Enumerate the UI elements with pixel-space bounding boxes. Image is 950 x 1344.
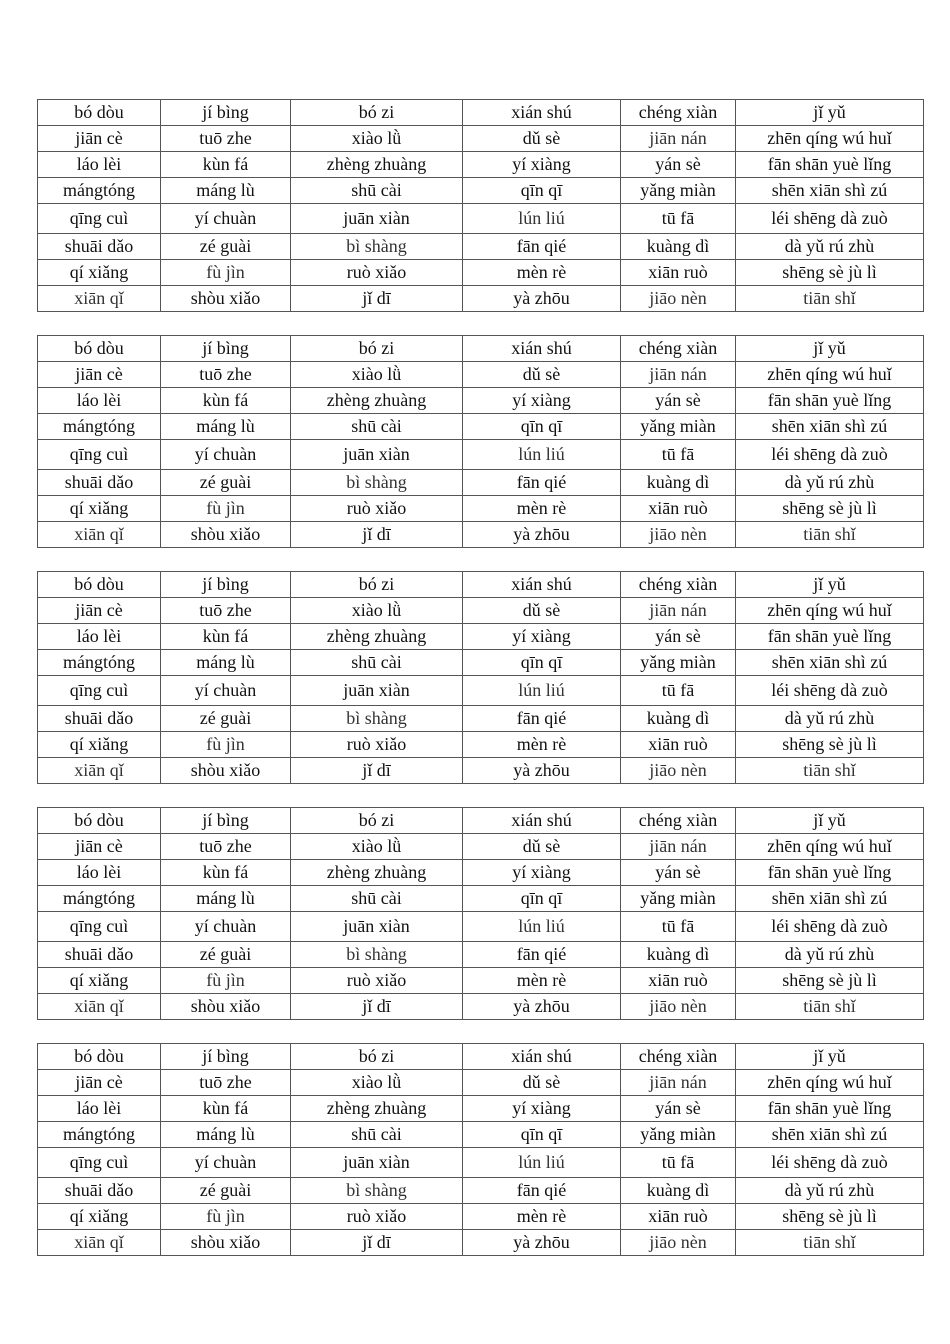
pinyin-cell: qí xiǎng — [38, 968, 161, 994]
pinyin-cell: ruò xiǎo — [291, 732, 463, 758]
pinyin-cell: máng lù — [161, 414, 291, 440]
pinyin-cell: juān xiàn — [291, 204, 463, 234]
pinyin-cell: shēn xiān shì zú — [736, 650, 924, 676]
pinyin-cell: yà zhōu — [463, 1230, 621, 1256]
pinyin-cell: qīng cuì — [38, 676, 161, 706]
pinyin-cell: xián shú — [463, 336, 621, 362]
pinyin-table — [37, 1043, 924, 1256]
table-row — [38, 650, 924, 676]
pinyin-cell: qīng cuì — [38, 912, 161, 942]
pinyin-cell: láo lèi — [38, 1096, 161, 1122]
table-row — [38, 470, 924, 496]
pinyin-cell: jǐ yǔ — [736, 1044, 924, 1070]
pinyin-cell: shēng sè jù lì — [736, 968, 924, 994]
pinyin-cell: shòu xiǎo — [161, 994, 291, 1020]
pinyin-cell: shū cài — [291, 886, 463, 912]
pinyin-cell: máng lù — [161, 886, 291, 912]
pinyin-cell: jiān cè — [38, 1070, 161, 1096]
pinyin-cell: fān qié — [463, 706, 621, 732]
table-row — [38, 336, 924, 362]
pinyin-cell: qí xiǎng — [38, 260, 161, 286]
pinyin-cell: fù jìn — [161, 1204, 291, 1230]
pinyin-cell: tū fā — [621, 912, 736, 942]
pinyin-cell: shēn xiān shì zú — [736, 414, 924, 440]
pinyin-cell: xián shú — [463, 100, 621, 126]
pinyin-cell: jiān nán — [621, 834, 736, 860]
pinyin-cell: jiāo nèn — [621, 522, 736, 548]
table-row — [38, 1148, 924, 1178]
table-row — [38, 994, 924, 1020]
table-row — [38, 100, 924, 126]
pinyin-cell: shòu xiǎo — [161, 758, 291, 784]
pinyin-cell: bó dòu — [38, 808, 161, 834]
pinyin-cell: zé guài — [161, 470, 291, 496]
pinyin-cell: tū fā — [621, 204, 736, 234]
pinyin-cell: yǎng miàn — [621, 650, 736, 676]
pinyin-cell: qí xiǎng — [38, 496, 161, 522]
pinyin-cell: lún liú — [463, 1148, 621, 1178]
pinyin-cell: fān shān yuè lǐng — [736, 1096, 924, 1122]
pinyin-table — [37, 99, 924, 312]
pinyin-cell: yí chuàn — [161, 204, 291, 234]
pinyin-cell: tū fā — [621, 440, 736, 470]
pinyin-cell: yí xiàng — [463, 860, 621, 886]
pinyin-cell: zé guài — [161, 706, 291, 732]
pinyin-cell: zhēn qíng wú huǐ — [736, 126, 924, 152]
pinyin-cell: jǐ yǔ — [736, 572, 924, 598]
pinyin-cell: xiān qǐ — [38, 522, 161, 548]
pinyin-cell: yán sè — [621, 388, 736, 414]
pinyin-cell: yà zhōu — [463, 758, 621, 784]
pinyin-cell: qīng cuì — [38, 204, 161, 234]
pinyin-cell: dà yǔ rú zhù — [736, 234, 924, 260]
pinyin-cell: jiān cè — [38, 834, 161, 860]
pinyin-cell: máng lù — [161, 178, 291, 204]
table-row — [38, 676, 924, 706]
pinyin-cell: lún liú — [463, 204, 621, 234]
pinyin-cell: shū cài — [291, 178, 463, 204]
pinyin-cell: qīn qī — [463, 414, 621, 440]
pinyin-cell: jiāo nèn — [621, 1230, 736, 1256]
pinyin-cell: mángtóng — [38, 1122, 161, 1148]
pinyin-cell: bó dòu — [38, 572, 161, 598]
pinyin-cell: zé guài — [161, 234, 291, 260]
table-row — [38, 706, 924, 732]
pinyin-cell: tū fā — [621, 676, 736, 706]
pinyin-cell: shū cài — [291, 650, 463, 676]
pinyin-cell: zhèng zhuàng — [291, 388, 463, 414]
pinyin-cell: xián shú — [463, 572, 621, 598]
pinyin-cell: yǎng miàn — [621, 1122, 736, 1148]
pinyin-cell: yán sè — [621, 152, 736, 178]
pinyin-table — [37, 335, 924, 548]
pinyin-cell: bó dòu — [38, 336, 161, 362]
pinyin-cell: shēn xiān shì zú — [736, 886, 924, 912]
pinyin-cell: zhèng zhuàng — [291, 152, 463, 178]
pinyin-cell: mèn rè — [463, 968, 621, 994]
pinyin-cell: zhēn qíng wú huǐ — [736, 362, 924, 388]
pinyin-cell: dà yǔ rú zhù — [736, 706, 924, 732]
pinyin-cell: jǐ yǔ — [736, 100, 924, 126]
pinyin-cell: jǐ dī — [291, 994, 463, 1020]
pinyin-cell: lún liú — [463, 440, 621, 470]
pinyin-cell: fān qié — [463, 1178, 621, 1204]
pinyin-cell: xiān ruò — [621, 260, 736, 286]
pinyin-cell: yí xiàng — [463, 388, 621, 414]
pinyin-cell: mèn rè — [463, 496, 621, 522]
pinyin-cell: tuō zhe — [161, 598, 291, 624]
table-row — [38, 1204, 924, 1230]
pinyin-cell: jí bìng — [161, 1044, 291, 1070]
pinyin-cell: yǎng miàn — [621, 178, 736, 204]
pinyin-cell: tuō zhe — [161, 126, 291, 152]
pinyin-cell: yí xiàng — [463, 1096, 621, 1122]
pinyin-cell: shòu xiǎo — [161, 522, 291, 548]
table-row — [38, 732, 924, 758]
pinyin-cell: jiāo nèn — [621, 994, 736, 1020]
pinyin-cell: fù jìn — [161, 260, 291, 286]
pinyin-cell: jí bìng — [161, 336, 291, 362]
pinyin-cell: kuàng dì — [621, 942, 736, 968]
table-row — [38, 496, 924, 522]
pinyin-cell: juān xiàn — [291, 912, 463, 942]
pinyin-cell: dà yǔ rú zhù — [736, 470, 924, 496]
pinyin-cell: ruò xiǎo — [291, 496, 463, 522]
pinyin-cell: tiān shǐ — [736, 286, 924, 312]
pinyin-cell: bó zi — [291, 808, 463, 834]
pinyin-cell: láo lèi — [38, 860, 161, 886]
pinyin-cell: xián shú — [463, 1044, 621, 1070]
pinyin-cell: qīng cuì — [38, 1148, 161, 1178]
pinyin-cell: kuàng dì — [621, 1178, 736, 1204]
pinyin-cell: kuàng dì — [621, 234, 736, 260]
pinyin-cell: mèn rè — [463, 1204, 621, 1230]
pinyin-cell: xiào lǜ — [291, 834, 463, 860]
pinyin-cell: láo lèi — [38, 624, 161, 650]
table-row — [38, 598, 924, 624]
pinyin-cell: zhēn qíng wú huǐ — [736, 598, 924, 624]
pinyin-cell: xiào lǜ — [291, 598, 463, 624]
pinyin-cell: tuō zhe — [161, 1070, 291, 1096]
pinyin-cell: shòu xiǎo — [161, 1230, 291, 1256]
pinyin-cell: jǐ dī — [291, 522, 463, 548]
pinyin-cell: jiān nán — [621, 1070, 736, 1096]
pinyin-cell: xiào lǜ — [291, 1070, 463, 1096]
pinyin-cell: qí xiǎng — [38, 732, 161, 758]
table-row — [38, 126, 924, 152]
table-row — [38, 1070, 924, 1096]
pinyin-cell: léi shēng dà zuò — [736, 1148, 924, 1178]
pinyin-cell: jí bìng — [161, 808, 291, 834]
pinyin-cell: xiān ruò — [621, 732, 736, 758]
pinyin-cell: xiān ruò — [621, 496, 736, 522]
pinyin-cell: yán sè — [621, 860, 736, 886]
pinyin-cell: chéng xiàn — [621, 572, 736, 598]
table-row — [38, 522, 924, 548]
table-row — [38, 968, 924, 994]
pinyin-cell: zé guài — [161, 1178, 291, 1204]
pinyin-cell: mángtóng — [38, 886, 161, 912]
pinyin-cell: fān shān yuè lǐng — [736, 860, 924, 886]
pinyin-cell: kùn fá — [161, 860, 291, 886]
pinyin-cell: zé guài — [161, 942, 291, 968]
pinyin-cell: xiān ruò — [621, 968, 736, 994]
pinyin-cell: chéng xiàn — [621, 336, 736, 362]
table-row — [38, 362, 924, 388]
pinyin-cell: fān shān yuè lǐng — [736, 152, 924, 178]
pinyin-cell: bó zi — [291, 100, 463, 126]
table-row — [38, 178, 924, 204]
pinyin-cell: yí chuàn — [161, 676, 291, 706]
pinyin-cell: mángtóng — [38, 178, 161, 204]
table-row — [38, 886, 924, 912]
pinyin-cell: tuō zhe — [161, 362, 291, 388]
table-row — [38, 860, 924, 886]
pinyin-cell: jǐ yǔ — [736, 808, 924, 834]
pinyin-cell: tiān shǐ — [736, 1230, 924, 1256]
pinyin-cell: qīn qī — [463, 178, 621, 204]
pinyin-cell: láo lèi — [38, 388, 161, 414]
pinyin-cell: qīng cuì — [38, 440, 161, 470]
pinyin-cell: qīn qī — [463, 886, 621, 912]
pinyin-cell: xiān qǐ — [38, 1230, 161, 1256]
pinyin-cell: chéng xiàn — [621, 100, 736, 126]
table-row — [38, 1230, 924, 1256]
pinyin-cell: bì shàng — [291, 470, 463, 496]
pinyin-cell: tiān shǐ — [736, 758, 924, 784]
table-row — [38, 572, 924, 598]
pinyin-cell: lún liú — [463, 676, 621, 706]
pinyin-cell: qí xiǎng — [38, 1204, 161, 1230]
pinyin-cell: ruò xiǎo — [291, 260, 463, 286]
table-row — [38, 912, 924, 942]
pinyin-cell: mángtóng — [38, 414, 161, 440]
pinyin-cell: fān shān yuè lǐng — [736, 388, 924, 414]
pinyin-cell: jǐ yǔ — [736, 336, 924, 362]
pinyin-cell: kuàng dì — [621, 706, 736, 732]
pinyin-cell: yí chuàn — [161, 440, 291, 470]
pinyin-cell: zhēn qíng wú huǐ — [736, 1070, 924, 1096]
pinyin-cell: jiān nán — [621, 362, 736, 388]
pinyin-cell: kùn fá — [161, 1096, 291, 1122]
pinyin-cell: bó zi — [291, 572, 463, 598]
pinyin-cell: jiāo nèn — [621, 286, 736, 312]
pinyin-cell: fān qié — [463, 470, 621, 496]
pinyin-cell: jǐ dī — [291, 286, 463, 312]
pinyin-cell: fù jìn — [161, 732, 291, 758]
pinyin-cell: bó dòu — [38, 1044, 161, 1070]
pinyin-cell: yí chuàn — [161, 1148, 291, 1178]
pinyin-cell: fān qié — [463, 942, 621, 968]
pinyin-cell: ruò xiǎo — [291, 1204, 463, 1230]
pinyin-cell: mèn rè — [463, 260, 621, 286]
pinyin-cell: jiān cè — [38, 126, 161, 152]
pinyin-cell: tuō zhe — [161, 834, 291, 860]
pinyin-cell: fān qié — [463, 234, 621, 260]
pinyin-cell: shuāi dǎo — [38, 234, 161, 260]
table-row — [38, 152, 924, 178]
table-row — [38, 260, 924, 286]
pinyin-cell: jiāo nèn — [621, 758, 736, 784]
pinyin-cell: shuāi dǎo — [38, 942, 161, 968]
pinyin-cell: juān xiàn — [291, 440, 463, 470]
pinyin-cell: zhèng zhuàng — [291, 1096, 463, 1122]
pinyin-cell: yí xiàng — [463, 624, 621, 650]
pinyin-cell: yǎng miàn — [621, 414, 736, 440]
pinyin-cell: kùn fá — [161, 624, 291, 650]
pinyin-cell: juān xiàn — [291, 676, 463, 706]
pinyin-cell: shēn xiān shì zú — [736, 1122, 924, 1148]
pinyin-cell: lún liú — [463, 912, 621, 942]
pinyin-cell: xiān qǐ — [38, 286, 161, 312]
table-row — [38, 204, 924, 234]
pinyin-cell: tiān shǐ — [736, 994, 924, 1020]
pinyin-cell: bì shàng — [291, 1178, 463, 1204]
pinyin-cell: dǔ sè — [463, 126, 621, 152]
table-row — [38, 286, 924, 312]
pinyin-cell: kùn fá — [161, 152, 291, 178]
pinyin-cell: máng lù — [161, 650, 291, 676]
pinyin-cell: bì shàng — [291, 706, 463, 732]
pinyin-table — [37, 807, 924, 1020]
pinyin-cell: ruò xiǎo — [291, 968, 463, 994]
pinyin-cell: yán sè — [621, 624, 736, 650]
pinyin-cell: shēng sè jù lì — [736, 496, 924, 522]
pinyin-cell: kuàng dì — [621, 470, 736, 496]
pinyin-cell: yí xiàng — [463, 152, 621, 178]
table-row — [38, 234, 924, 260]
pinyin-cell: láo lèi — [38, 152, 161, 178]
pinyin-cell: shēng sè jù lì — [736, 1204, 924, 1230]
table-row — [38, 440, 924, 470]
pinyin-cell: dǔ sè — [463, 598, 621, 624]
pinyin-cell: qīn qī — [463, 650, 621, 676]
pinyin-cell: tū fā — [621, 1148, 736, 1178]
pinyin-cell: xiān qǐ — [38, 758, 161, 784]
pinyin-cell: shēng sè jù lì — [736, 260, 924, 286]
table-row — [38, 808, 924, 834]
pinyin-cell: xián shú — [463, 808, 621, 834]
pinyin-cell: bó zi — [291, 336, 463, 362]
pinyin-cell: xiào lǜ — [291, 126, 463, 152]
table-row — [38, 834, 924, 860]
pinyin-cell: shuāi dǎo — [38, 470, 161, 496]
pinyin-cell: bì shàng — [291, 234, 463, 260]
pinyin-cell: kùn fá — [161, 388, 291, 414]
pinyin-cell: mèn rè — [463, 732, 621, 758]
pinyin-cell: léi shēng dà zuò — [736, 204, 924, 234]
pinyin-cell: xiào lǜ — [291, 362, 463, 388]
pinyin-table — [37, 571, 924, 784]
pinyin-cell: jiān cè — [38, 362, 161, 388]
pinyin-cell: léi shēng dà zuò — [736, 440, 924, 470]
pinyin-cell: yà zhōu — [463, 286, 621, 312]
pinyin-cell: dǔ sè — [463, 362, 621, 388]
pinyin-cell: dà yǔ rú zhù — [736, 942, 924, 968]
pinyin-cell: dǔ sè — [463, 834, 621, 860]
pinyin-cell: yán sè — [621, 1096, 736, 1122]
pinyin-cell: fù jìn — [161, 968, 291, 994]
pinyin-cell: chéng xiàn — [621, 808, 736, 834]
pinyin-cell: léi shēng dà zuò — [736, 912, 924, 942]
pinyin-cell: shēn xiān shì zú — [736, 178, 924, 204]
pinyin-cell: jiān cè — [38, 598, 161, 624]
pinyin-cell: fān shān yuè lǐng — [736, 624, 924, 650]
pinyin-cell: bì shàng — [291, 942, 463, 968]
pinyin-cell: dǔ sè — [463, 1070, 621, 1096]
pinyin-cell: shēng sè jù lì — [736, 732, 924, 758]
pinyin-cell: shòu xiǎo — [161, 286, 291, 312]
pinyin-cell: mángtóng — [38, 650, 161, 676]
table-row — [38, 388, 924, 414]
pinyin-cell: juān xiàn — [291, 1148, 463, 1178]
pinyin-cell: yà zhōu — [463, 522, 621, 548]
table-row — [38, 414, 924, 440]
pinyin-cell: jí bìng — [161, 572, 291, 598]
pinyin-cell: dà yǔ rú zhù — [736, 1178, 924, 1204]
pinyin-cell: shū cài — [291, 1122, 463, 1148]
pinyin-cell: bó dòu — [38, 100, 161, 126]
pinyin-cell: xiān qǐ — [38, 994, 161, 1020]
table-row — [38, 1096, 924, 1122]
pinyin-cell: xiān ruò — [621, 1204, 736, 1230]
table-row — [38, 1178, 924, 1204]
pinyin-cell: shuāi dǎo — [38, 706, 161, 732]
pinyin-cell: zhèng zhuàng — [291, 860, 463, 886]
table-row — [38, 624, 924, 650]
pinyin-cell: shuāi dǎo — [38, 1178, 161, 1204]
table-row — [38, 1122, 924, 1148]
pinyin-cell: qīn qī — [463, 1122, 621, 1148]
pinyin-cell: jiān nán — [621, 598, 736, 624]
pinyin-cell: fù jìn — [161, 496, 291, 522]
pinyin-cell: máng lù — [161, 1122, 291, 1148]
pinyin-cell: zhèng zhuàng — [291, 624, 463, 650]
pinyin-cell: chéng xiàn — [621, 1044, 736, 1070]
table-row — [38, 758, 924, 784]
table-row — [38, 942, 924, 968]
pinyin-cell: yǎng miàn — [621, 886, 736, 912]
pinyin-cell: jǐ dī — [291, 1230, 463, 1256]
pinyin-cell: yà zhōu — [463, 994, 621, 1020]
pinyin-cell: jǐ dī — [291, 758, 463, 784]
pinyin-cell: jí bìng — [161, 100, 291, 126]
pinyin-cell: tiān shǐ — [736, 522, 924, 548]
pinyin-cell: yí chuàn — [161, 912, 291, 942]
pinyin-cell: jiān nán — [621, 126, 736, 152]
pinyin-cell: léi shēng dà zuò — [736, 676, 924, 706]
pinyin-cell: bó zi — [291, 1044, 463, 1070]
pinyin-cell: shū cài — [291, 414, 463, 440]
table-row — [38, 1044, 924, 1070]
pinyin-cell: zhēn qíng wú huǐ — [736, 834, 924, 860]
